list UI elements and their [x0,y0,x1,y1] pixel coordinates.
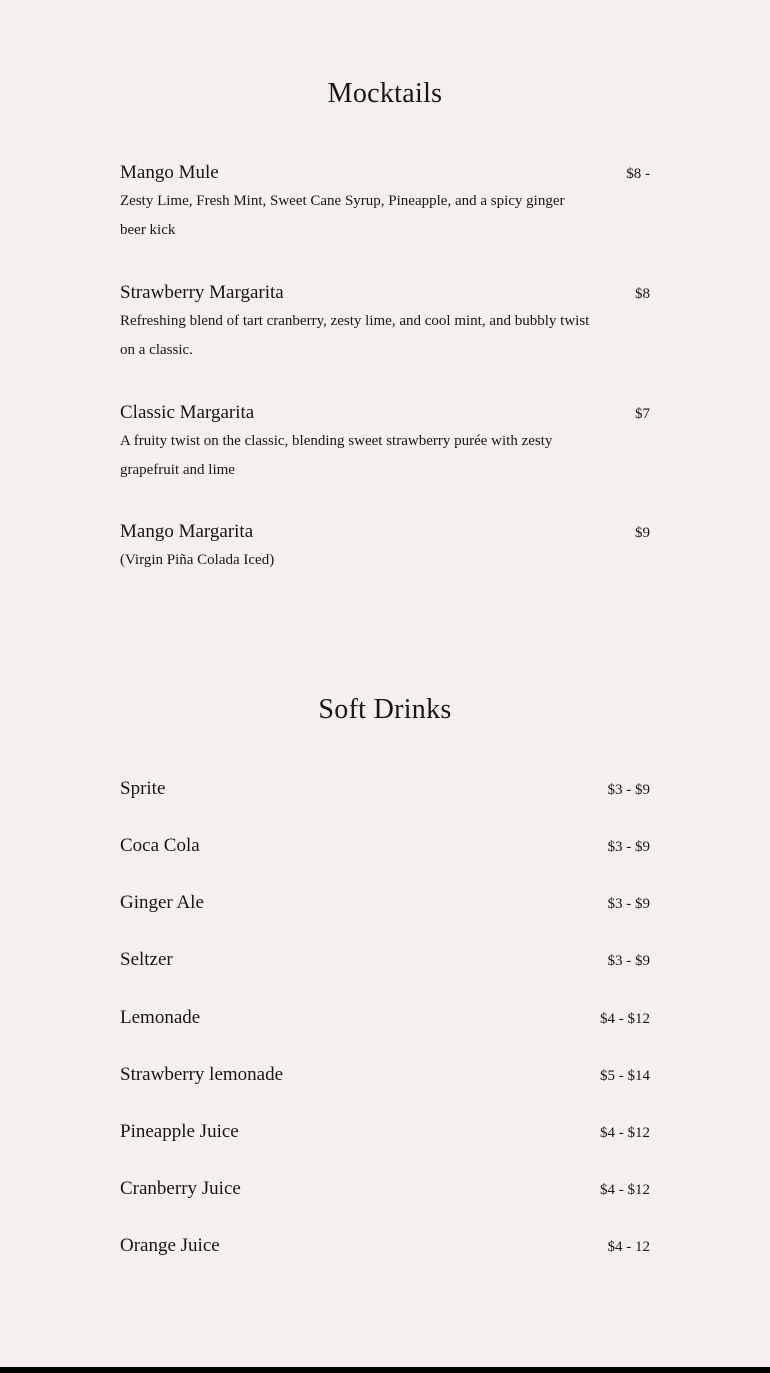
menu-item-price: $7 [635,406,650,422]
page-bottom-border [0,1367,770,1373]
menu-item-price: $8 [635,286,650,302]
menu-item-name: Cranberry Juice [120,1178,241,1199]
menu-item-name: Ginger Ale [120,892,204,913]
menu-item-price: $5 - $14 [600,1068,650,1084]
menu-item [120,162,650,245]
soft-drinks-title: Soft Drinks [318,694,452,725]
menu-item-price: $3 - $9 [607,953,650,969]
menu-item [120,521,650,575]
menu-item-name: Pineapple Juice [120,1121,239,1142]
menu-item [120,282,650,365]
menu-item-price: $3 - $9 [607,782,650,798]
menu-item-price: $4 - 12 [607,1239,650,1255]
menu-item-name: Mango Margarita [120,521,254,542]
menu-item [120,1007,650,1029]
menu-item [120,1178,650,1200]
menu-item-price: $4 - $12 [600,1182,650,1198]
menu-item-description: Refreshing blend of tart cranberry, zesty lime, and cool mint, and bubbly twist on a classic. [120,313,590,358]
menu-item-name: Strawberry lemonade [120,1064,284,1085]
menu-item [120,1235,650,1257]
menu-item-name: Coca Cola [120,835,200,856]
menu-item [120,835,650,857]
menu-item-price: $3 - $9 [607,896,650,912]
menu-item-name: Lemonade [120,1007,201,1028]
menu-item-name: Seltzer [120,949,173,970]
menu-item-name: Mango Mule [120,162,219,183]
menu-item [120,1064,650,1086]
menu-item-name: Strawberry Margarita [120,282,284,303]
menu-item-description: (Virgin Piña Colada Iced) [120,552,275,568]
menu-item-price: $9 [635,525,650,541]
menu-item [120,1121,650,1143]
menu-item [120,778,650,800]
menu-item-description: A fruity twist on the classic, blending sweet strawberry purée with zesty grapefruit and lime [120,433,553,478]
menu-item [120,402,650,485]
menu-item-name: Sprite [120,778,166,799]
menu-item-name: Orange Juice [120,1235,220,1256]
menu-item-price: $3 - $9 [607,839,650,855]
menu-item-price: $8 - [626,166,650,182]
menu-item-price: $4 - $12 [600,1011,650,1027]
menu-item-name: Classic Margarita [120,402,255,423]
menu-item [120,949,650,971]
menu-item-price: $4 - $12 [600,1125,650,1141]
menu-item-description: Zesty Lime, Fresh Mint, Sweet Cane Syrup, Pineapple, and a spicy ginger beer kick [120,193,565,238]
mocktails-title: Mocktails [327,78,443,109]
menu-item [120,892,650,914]
